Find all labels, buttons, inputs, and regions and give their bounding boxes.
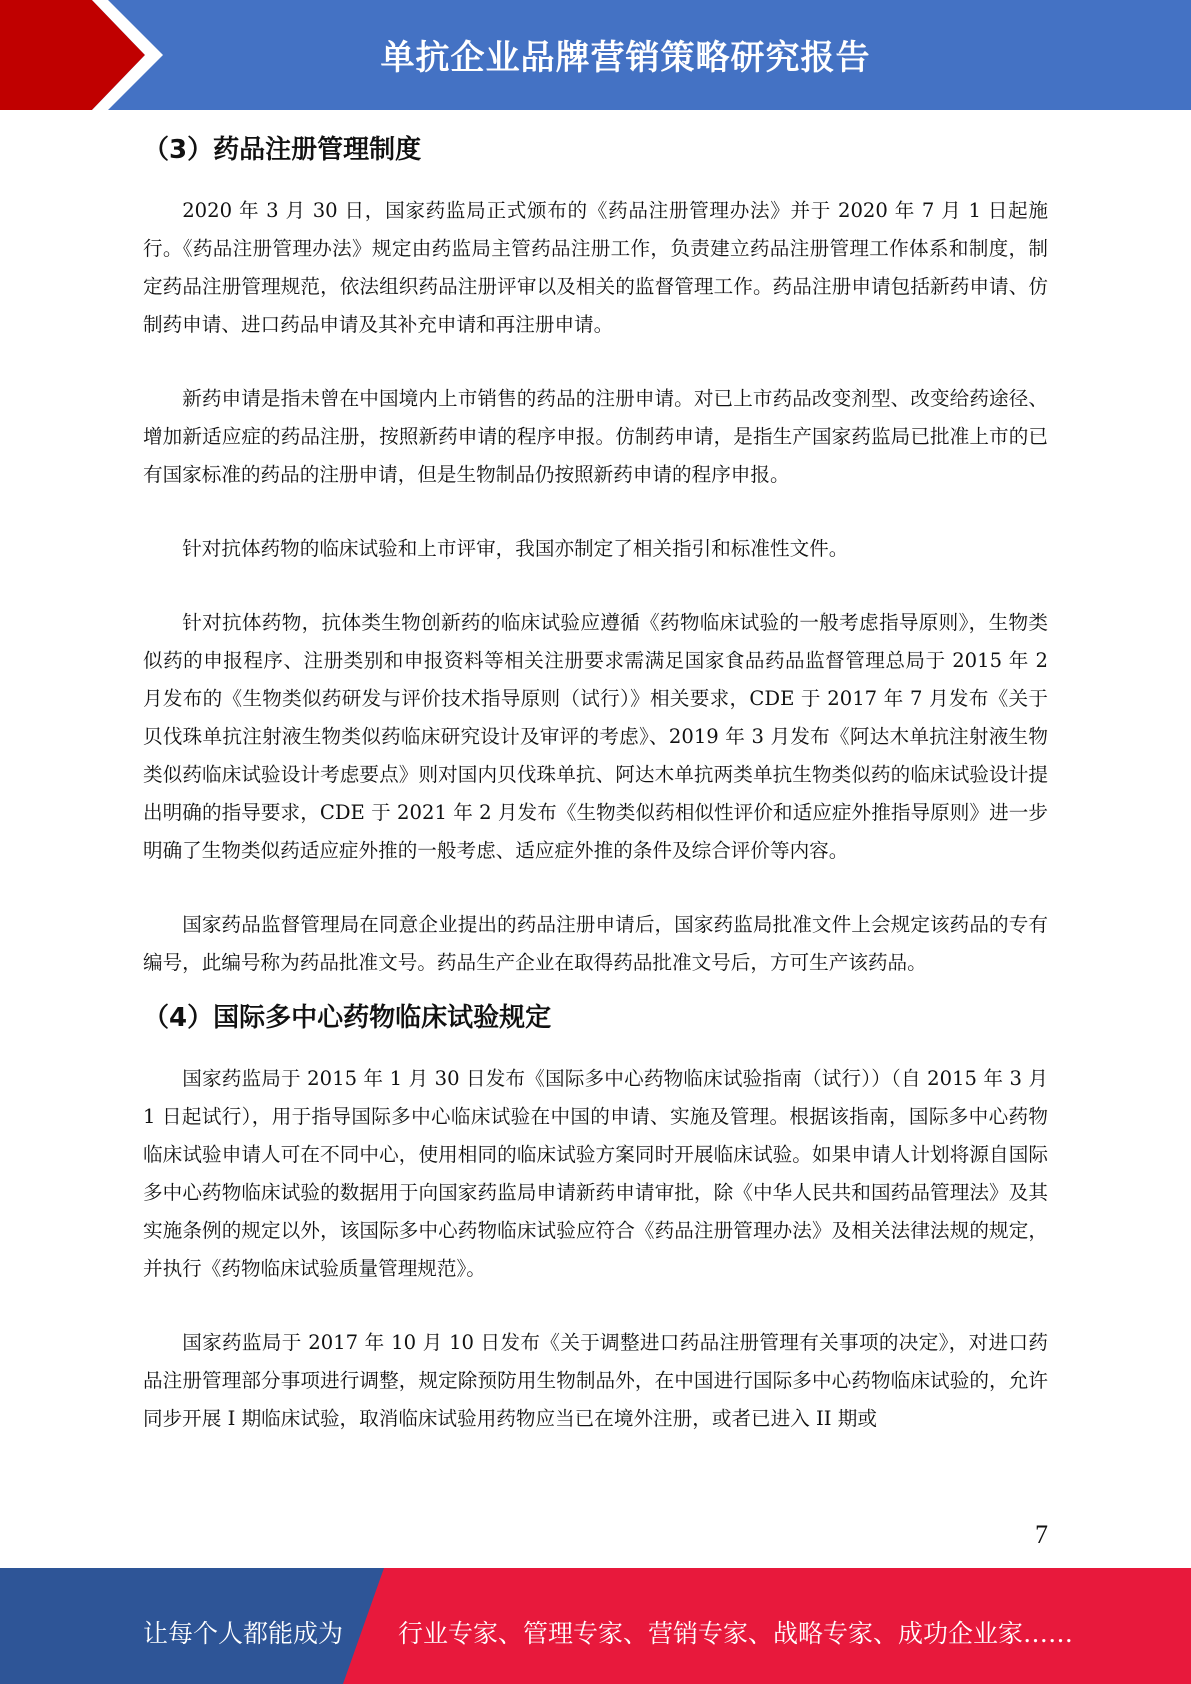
page-content (143, 128, 1048, 1474)
page-number: 7 (1035, 1520, 1048, 1549)
paragraph: 2020 年 3 月 30 日，国家药监局正式颁布的《药品注册管理办法》并于 2020 年 7 月 1 日起施行。《药品注册管理办法》规定由药监局主管药品注册工作，负责建立药品注册管理工作体系和制度，制定药品注册管理规范，依法组织药品注册评审以及相关的监督管理工作。药品注册申请包括新药申请、仿制药申请、进口药品申请及其补充申请和再注册申请。 (143, 199, 1048, 336)
paragraph: 针对抗体药物，抗体类生物创新药的临床试验应遵循《药物临床试验的一般考虑指导原则》，生物类似药的申报程序、注册类别和申报资料等相关注册要求需满足国家食品药品监督管理总局于 2015 年 2 月发布的《生物类似药研发与评价技术指导原则（试行）》相关要求，CDE 于 2017 年 7 月发布《关于贝伐珠单抗注射液生物类似药临床研究设计及审评的考虑》、2019 年 3 月发布《阿达木单抗注射液生物类似药临床试验设计考虑要点》则对国内贝伐珠单抗、阿达木单抗两类单抗生物类似药的临床试验设计提出明确的指导要求，CDE 于 2021 年 2 月发布《生物类似药相似性评价和适应症外推指导原则》进一步明确了生物类似药适应症外推的一般考虑、适应症外推的条件及综合评价等内容。 (143, 611, 1048, 862)
paragraph: 国家药监局于 2017 年 10 月 10 日发布《关于调整进口药品注册管理有关事项的决定》，对进口药品注册管理部分事项进行调整，规定除预防用生物制品外，在中国进行国际多中心药物临床试验的，允许同步开展 I 期临床试验，取消临床试验用药物应当已在境外注册，或者已进入 II 期或 (143, 1331, 1048, 1430)
paragraph: 针对抗体药物的临床试验和上市评审，我国亦制定了相关指引和标准性文件。 (182, 537, 849, 560)
paragraph: 国家药监局于 2015 年 1 月 30 日发布《国际多中心药物临床试验指南（试行））（自 2015 年 3 月 1 日起试行），用于指导国际多中心临床试验在中国的申请、实施及管理。根据该指南，国际多中心药物临床试验申请人可在不同中心，使用相同的临床试验方案同时开展临床试验。如果申请人计划将源自国际多中心药物临床试验的数据用于向国家药监局申请新药申请审批，除《中华人民共和国药品管理法》及其实施条例的规定以外，该国际多中心药物临床试验应符合《药品注册管理办法》及相关法律法规的规定，并执行《药物临床试验质量管理规范》。 (143, 1067, 1048, 1280)
footer-slogan-left: 让每个人都能成为 (143, 1619, 344, 1648)
paragraph: 新药申请是指未曾在中国境内上市销售的药品的注册申请。对已上市药品改变剂型、改变给药途径、增加新适应症的药品注册，按照新药申请的程序申报。仿制药申请，是指生产国家药监局已批准上市的已有国家标准的药品的注册申请，但是生物制品仍按照新药申请的程序申报。 (143, 387, 1048, 486)
paragraph: 国家药品监督管理局在同意企业提出的药品注册申请后，国家药监局批准文件上会规定该药品的专有编号，此编号称为药品批准文号。药品生产企业在取得药品批准文号后，方可生产该药品。 (143, 913, 1048, 974)
section-heading-3: （3）药品注册管理制度 (143, 135, 422, 165)
footer-slogan-right: 行业专家、管理专家、营销专家、战略专家、成功企业家…… (398, 1619, 1074, 1648)
report-title: 单抗企业品牌营销策略研究报告 (380, 38, 871, 78)
page-footer (0, 1568, 1191, 1684)
section-heading-4: （4）国际多中心药物临床试验规定 (143, 1003, 552, 1033)
page-header (0, 0, 1191, 110)
